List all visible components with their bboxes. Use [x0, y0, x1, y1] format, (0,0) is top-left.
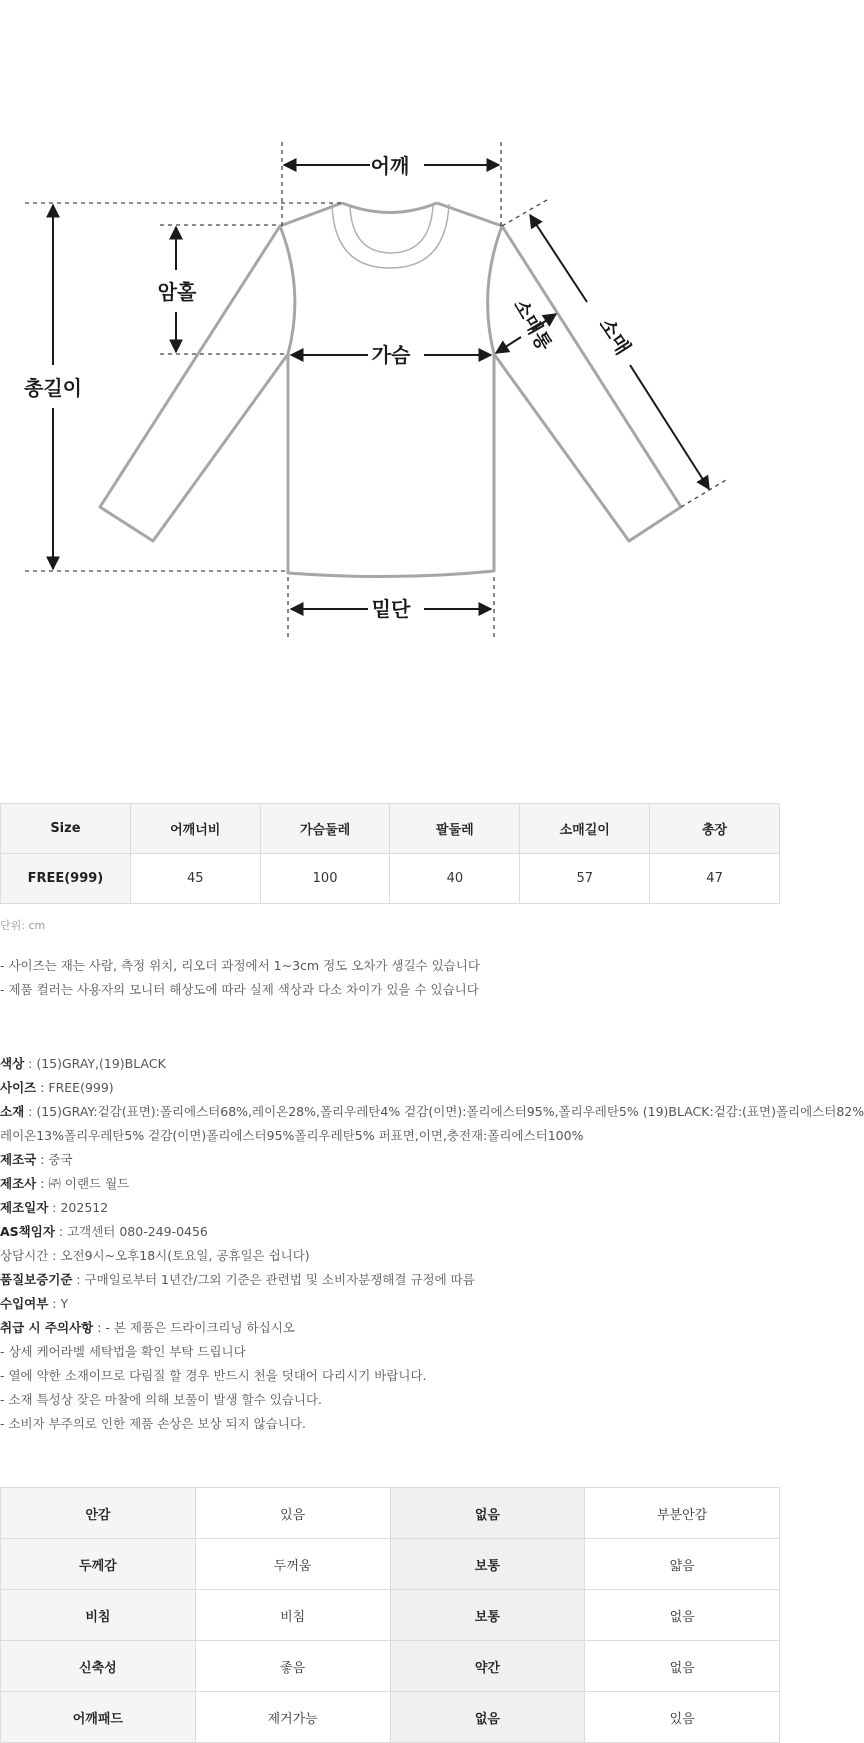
spec-line [0, 1268, 780, 1292]
spec-label: 수입여부 [0, 1296, 49, 1311]
product-specs [0, 1052, 864, 1436]
fabric-feel-option: 얇음 [585, 1539, 780, 1590]
size-table-cell: 45 [130, 854, 260, 904]
size-measurement-diagram [0, 0, 780, 770]
fabric-feel-label: 어깨패드 [1, 1692, 196, 1743]
fabric-feel-option: 약간 [390, 1641, 585, 1692]
spec-value: 레이온13%폴리우레탄5% 겉감(이면)폴리에스터95%폴리우레탄5% 퍼표면,이면,충전재:폴리에스터100% [0, 1128, 584, 1143]
size-table-header-row [1, 804, 780, 854]
spec-value: : - 본 제품은 드라이크리닝 하십시오 [93, 1320, 295, 1335]
spec-value: : 중국 [36, 1152, 73, 1167]
size-table-cell: 40 [390, 854, 520, 904]
size-table-header: 총장 [650, 804, 780, 854]
spec-value: : Y [48, 1296, 69, 1311]
measurement-arrows [53, 165, 709, 609]
spec-value: : (15)GRAY:겉감(표면):폴리에스터68%,레이온28%,폴리우레탄4% 겉감(이면):폴리에스터95%,폴리우레탄5% (19)BLACK:겉감:(표면)폴리에스터82% [24, 1104, 864, 1119]
size-table-cell: 57 [520, 854, 650, 904]
fabric-feel-option: 보통 [390, 1539, 585, 1590]
spec-line [0, 1244, 780, 1268]
spec-line [0, 1388, 780, 1412]
size-table-cell: 100 [260, 854, 390, 904]
spec-line [0, 1340, 780, 1364]
fabric-feel-option: 비침 [195, 1590, 390, 1641]
spec-label: 제조일자 [0, 1200, 49, 1215]
fabric-feel-option: 없음 [585, 1590, 780, 1641]
spec-value: : 구매일로부터 1년간/그외 기준은 관련법 및 소비자분쟁해결 규정에 따름 [72, 1272, 475, 1287]
spec-line [0, 1196, 780, 1220]
fabric-feel-table [0, 1487, 780, 1743]
size-table-cell: FREE(999) [1, 854, 131, 904]
spec-label: 취급 시 주의사항 [0, 1320, 94, 1335]
size-table-row [1, 854, 780, 904]
spec-label: AS책임자 [0, 1224, 55, 1239]
size-notes [0, 954, 480, 1002]
spec-label: 사이즈 [0, 1080, 37, 1095]
label-sleeve: 소매 [594, 313, 636, 359]
label-shoulder: 어깨 [370, 154, 410, 178]
spec-line [0, 1292, 780, 1316]
size-table [0, 803, 780, 904]
spec-line [0, 1220, 780, 1244]
label-armhole: 암홀 [157, 280, 197, 304]
guide-lines [25, 142, 726, 637]
fabric-feel-option: 보통 [390, 1590, 585, 1641]
fabric-feel-option: 없음 [585, 1641, 780, 1692]
spec-line [0, 1148, 780, 1172]
spec-value: - 열에 약한 소재이므로 다림질 할 경우 반드시 천을 덧대어 다리시기 바랍니다. [0, 1368, 427, 1383]
fabric-feel-option: 있음 [585, 1692, 780, 1743]
fabric-feel-option: 부분안감 [585, 1488, 780, 1539]
spec-value: : 202512 [48, 1200, 109, 1215]
spec-value: - 소비자 부주의로 인한 제품 손상은 보상 되지 않습니다. [0, 1416, 306, 1431]
size-table-cell: 47 [650, 854, 780, 904]
unit-note: 단위: cm [0, 919, 46, 932]
fabric-feel-option: 제거가능 [195, 1692, 390, 1743]
spec-value: : 고객센터 080-249-0456 [54, 1224, 208, 1239]
fabric-feel-row [1, 1641, 780, 1692]
fabric-feel-label: 두께감 [1, 1539, 196, 1590]
fabric-feel-option: 좋음 [195, 1641, 390, 1692]
label-sleeve-width: 소매통 [508, 295, 556, 355]
spec-line [0, 1364, 780, 1388]
spec-line [0, 1052, 780, 1076]
spec-value: - 상세 케어라벨 세탁법을 확인 부탁 드립니다 [0, 1344, 246, 1359]
spec-label: 소재 [0, 1104, 25, 1119]
spec-line [0, 1172, 780, 1196]
fabric-feel-label: 안감 [1, 1488, 196, 1539]
spec-value: : ㈜ 이랜드 월드 [36, 1176, 130, 1191]
spec-label: 색상 [0, 1056, 25, 1071]
fabric-feel-row [1, 1488, 780, 1539]
size-table-header: Size [1, 804, 131, 854]
note-line: - 제품 컬러는 사용자의 모니터 해상도에 따라 실제 색상과 다소 차이가 있을 수 있습니다 [0, 982, 479, 997]
fabric-feel-option: 없음 [390, 1488, 585, 1539]
label-hem: 밑단 [371, 597, 411, 621]
spec-line [0, 1124, 780, 1148]
size-table-header: 가슴둘레 [260, 804, 390, 854]
fabric-feel-label: 비침 [1, 1590, 196, 1641]
spec-label: 품질보증기준 [0, 1272, 73, 1287]
spec-value: - 소재 특성상 잦은 마찰에 의해 보풀이 발생 할수 있습니다. [0, 1392, 322, 1407]
fabric-feel-row [1, 1692, 780, 1743]
fabric-feel-option: 없음 [390, 1692, 585, 1743]
size-table-header: 팔둘레 [390, 804, 520, 854]
spec-line [0, 1412, 780, 1436]
fabric-feel-label: 신축성 [1, 1641, 196, 1692]
garment-outline [100, 203, 681, 577]
note-line: - 사이즈는 재는 사람, 측정 위치, 리오더 과정에서 1~3cm 정도 오차가 생길수 있습니다 [0, 958, 480, 973]
fabric-feel-option: 두꺼움 [195, 1539, 390, 1590]
label-chest: 가슴 [371, 343, 411, 367]
spec-label: 제조국 [0, 1152, 37, 1167]
spec-line [0, 1100, 864, 1124]
spec-line [0, 1316, 780, 1340]
spec-value: : (15)GRAY,(19)BLACK [24, 1056, 166, 1071]
size-table-header: 소매길이 [520, 804, 650, 854]
spec-line [0, 1076, 780, 1100]
fabric-feel-row [1, 1539, 780, 1590]
spec-value: : FREE(999) [36, 1080, 114, 1095]
spec-value: 상담시간 : 오전9시~오후18시(토요일, 공휴일은 쉽니다) [0, 1248, 310, 1263]
spec-label: 제조사 [0, 1176, 37, 1191]
label-total-length: 총길이 [24, 376, 82, 400]
fabric-feel-option: 있음 [195, 1488, 390, 1539]
size-table-header: 어깨너비 [130, 804, 260, 854]
fabric-feel-row [1, 1590, 780, 1641]
